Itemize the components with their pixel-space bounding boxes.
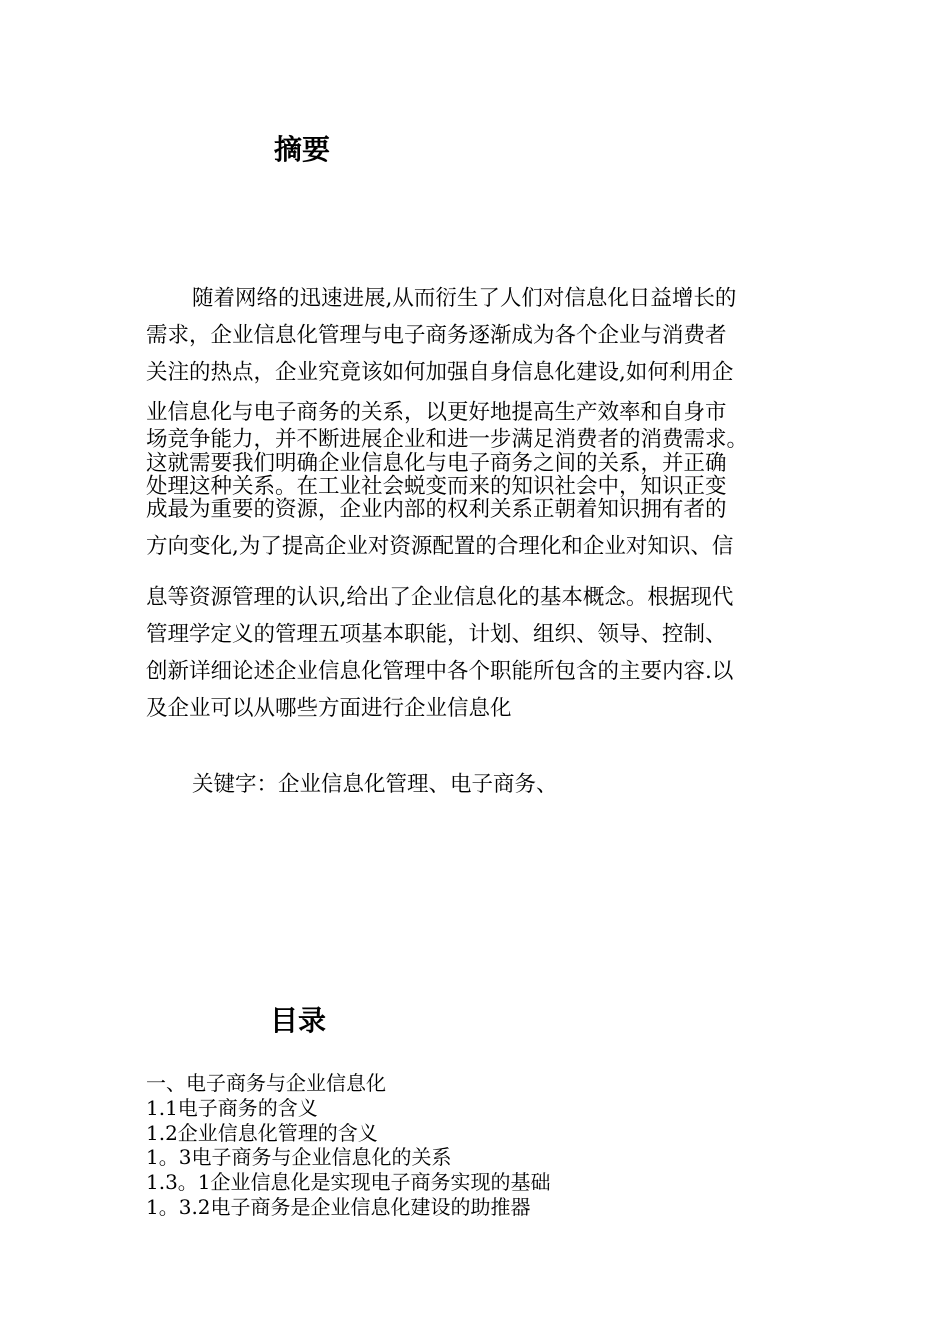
abstract-line: 方向变化,为了提高企业对资源配置的合理化和企业对知识、信	[146, 534, 734, 559]
toc-title: 目录	[270, 1004, 327, 1037]
abstract-line: 处理这种关系。在工业社会蜕变而来的知识社会中，知识正变	[146, 474, 727, 499]
abstract-line: 创新详细论述企业信息化管理中各个职能所包含的主要内容.以	[146, 659, 734, 684]
toc-item[interactable]: 1。3.2电子商务是企业信息化建设的助推器	[146, 1195, 531, 1219]
keywords: 关键字：企业信息化管理、电子商务、	[192, 772, 558, 797]
abstract-line: 管理学定义的管理五项基本职能，计划、组织、领导、控制、	[146, 622, 727, 647]
abstract-line: 随着网络的迅速进展,从而衍生了人们对信息化日益增长的	[192, 286, 737, 311]
toc-item[interactable]: 1.2企业信息化管理的含义	[146, 1121, 378, 1145]
abstract-line: 需求，企业信息化管理与电子商务逐渐成为各个企业与消费者	[146, 323, 727, 348]
abstract-line: 息等资源管理的认识,给出了企业信息化的基本概念。根据现代	[146, 585, 734, 610]
toc-item[interactable]: 1.1电子商务的含义	[146, 1096, 318, 1120]
toc-item[interactable]: 一、电子商务与企业信息化	[146, 1071, 386, 1095]
abstract-line: 成最为重要的资源，企业内部的权利关系正朝着知识拥有者的	[146, 497, 727, 522]
toc-item[interactable]: 1。3电子商务与企业信息化的关系	[146, 1145, 452, 1169]
abstract-title: 摘要	[274, 133, 331, 166]
abstract-line: 业信息化与电子商务的关系，以更好地提高生产效率和自身市	[146, 400, 727, 425]
abstract-line: 及企业可以从哪些方面进行企业信息化	[146, 696, 512, 721]
abstract-line: 这就需要我们明确企业信息化与电子商务之间的关系，并正确	[146, 451, 727, 476]
abstract-line: 关注的热点，企业究竟该如何加强自身信息化建设,如何利用企	[146, 360, 734, 385]
abstract-line: 场竞争能力，并不断进展企业和进一步满足消费者的消费需求。	[146, 427, 749, 452]
toc-item[interactable]: 1.3。1企业信息化是实现电子商务实现的基础	[146, 1170, 551, 1194]
